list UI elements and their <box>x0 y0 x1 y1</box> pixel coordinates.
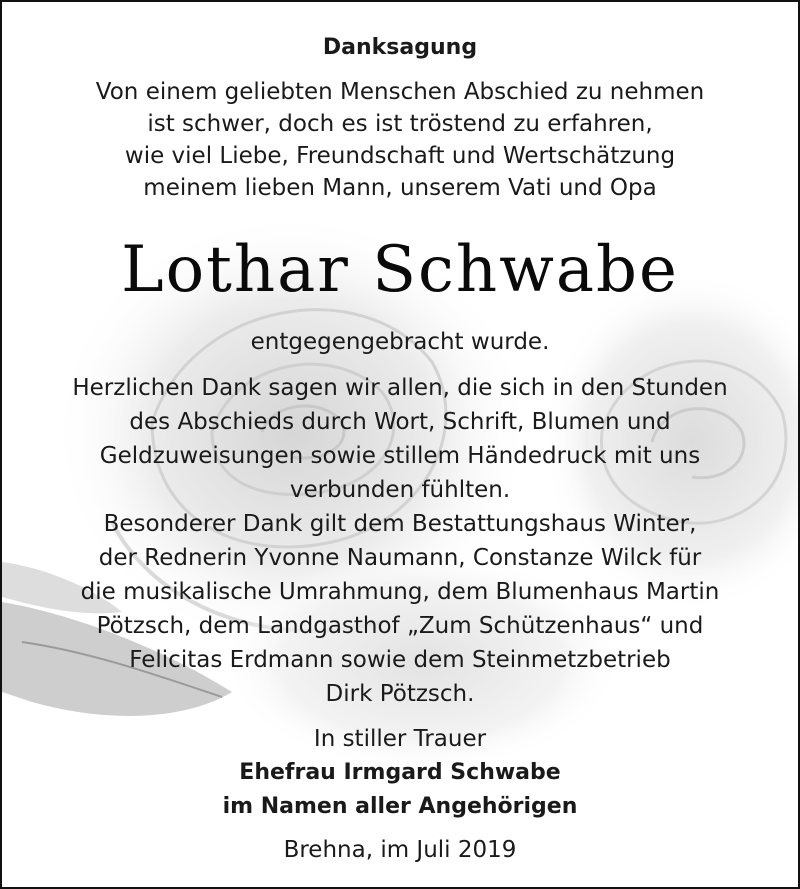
intro-line: meinem lieben Mann, unserem Vati und Opa <box>143 175 657 201</box>
mourning-line: In stiller Trauer <box>313 726 487 752</box>
thanks-line: des Abschieds durch Wort, Schrift, Blumen und <box>129 409 671 435</box>
thanks-paragraph <box>2 371 798 711</box>
heading-block <box>2 32 798 64</box>
closing-block <box>2 722 798 824</box>
heading-title: Danksagung <box>322 35 478 60</box>
thanks-line: Geldzuweisungen sowie stillem Händedruck mit uns <box>99 443 701 469</box>
intro-paragraph <box>2 76 798 204</box>
intro-line: wie viel Liebe, Freundschaft und Wertschätzung <box>124 143 676 169</box>
after-name-block <box>2 326 798 358</box>
after-name-line: entgegengebracht wurde. <box>250 329 550 355</box>
thanks-line: verbunden fühlten. <box>289 477 511 503</box>
place-date-block <box>2 834 798 866</box>
place-date: Brehna, im Juli 2019 <box>283 837 517 863</box>
thanks-line: Besonderer Dank gilt dem Bestattungshaus Winter, <box>103 511 697 537</box>
thanks-line: Pötzsch, dem Landgasthof „Zum Schützenhaus“ und <box>96 613 704 639</box>
thanks-line: die musikalische Umrahmung, dem Blumenhaus Martin <box>80 579 720 605</box>
signer-line: Ehefrau Irmgard Schwabe <box>239 760 561 785</box>
thanks-line: der Rednerin Yvonne Naumann, Constanze Wilck für <box>98 545 702 571</box>
signer-line: im Namen aller Angehörigen <box>222 794 578 819</box>
thanks-line: Felicitas Erdmann sowie dem Steinmetzbetrieb <box>129 647 671 673</box>
intro-line: ist schwer, doch es ist tröstend zu erfahren, <box>147 111 653 137</box>
deceased-name: Lothar Schwabe <box>121 233 679 307</box>
thanks-line: Dirk Pötzsch. <box>325 681 475 707</box>
intro-line: Von einem geliebten Menschen Abschied zu nehmen <box>95 79 705 105</box>
thanks-line: Herzlichen Dank sagen wir allen, die sich in den Stunden <box>72 375 728 401</box>
